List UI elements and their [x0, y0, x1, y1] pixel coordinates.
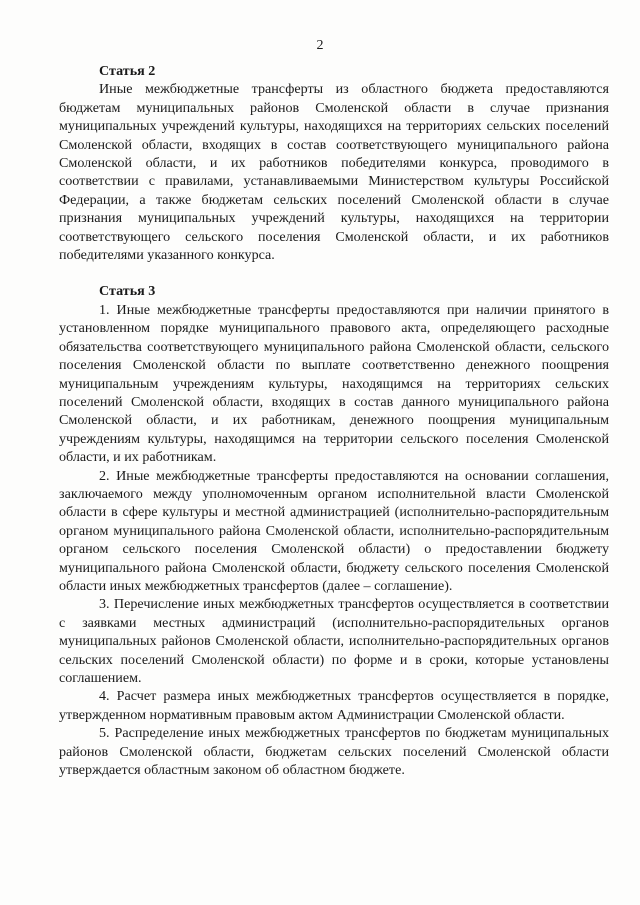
document-body	[59, 62, 609, 779]
article-3-paragraph-5: 5. Распределение иных межбюджетных трансфертов по бюджетам муниципальных районов Смоленской области, бюджетам сельских поселений Смоленской области утверждается областным законом об областном бюджете.	[59, 725, 609, 779]
article-3-paragraph-1: 1. Иные межбюджетные трансферты предоставляются при наличии принятого в установленном порядке муниципального правового акта, определяющего расходные обязательства соответствующего муниципального района Смоленской области, сельского поселения Смоленской области по выплате соответственно денежного поощрения муниципальным учреждениям культуры, находящимся на территориях сельских поселений Смоленской области, входящих в состав данного муниципального района Смоленской области, и их работникам, денежного поощрения муниципальным учреждениям культуры, находящимся на территории сельского поселения Смоленской области, и их работникам.	[59, 301, 609, 466]
article-3-paragraph-4: 4. Расчет размера иных межбюджетных трансфертов осуществляется в порядке, утвержденном нормативным правовым актом Администрации Смоленской области.	[59, 688, 609, 723]
article-2	[59, 62, 609, 264]
article-3-paragraph-3: 3. Перечисление иных межбюджетных трансфертов осуществляется в соответствии с заявками местных администраций (исполнительно-распорядительных органов муниципальных районов Смоленской области, исполнительно-распорядительных органов сельских поселений Смоленской области) по форме и в сроки, которые установлены соглашением.	[59, 596, 609, 686]
article-3-paragraph-2: 2. Иные межбюджетные трансферты предоставляются на основании соглашения, заключаемого между уполномоченным органом исполнительной власти Смоленской области в сфере культуры и местной администрацией (исполнительно-распорядительным органом муниципального района Смоленской области, исполнительно-распорядительным органом сельского поселения Смоленской области) о предоставлении бюджету муниципального района Смоленской области, бюджету сельского поселения Смоленской области иных межбюджетных трансфертов (далее – соглашение).	[59, 467, 609, 594]
article-3-heading: Статья 3	[99, 283, 156, 300]
article-2-paragraph: Иные межбюджетные трансферты из областного бюджета предоставляются бюджетам муниципальных районов Смоленской области в случае признания муниципальных учреждений культуры, находящихся на территориях сельских поселений Смоленской области, входящих в состав соответствующего муниципального района Смоленской области, и их работников победителями конкурса, проводимого в соответствии с правилами, устанавливаемыми Министерством культуры Российской Федерации, а также бюджетам сельских поселений Смоленской области в случае признания муниципальных учреждений культуры, находящихся на территории соответствующего сельского поселения Смоленской области, и их работников победителями указанного конкурса.	[59, 81, 609, 264]
article-3	[59, 282, 609, 779]
page-number: 2	[316, 38, 324, 53]
section-gap	[59, 264, 609, 282]
article-2-heading: Статья 2	[99, 63, 156, 79]
